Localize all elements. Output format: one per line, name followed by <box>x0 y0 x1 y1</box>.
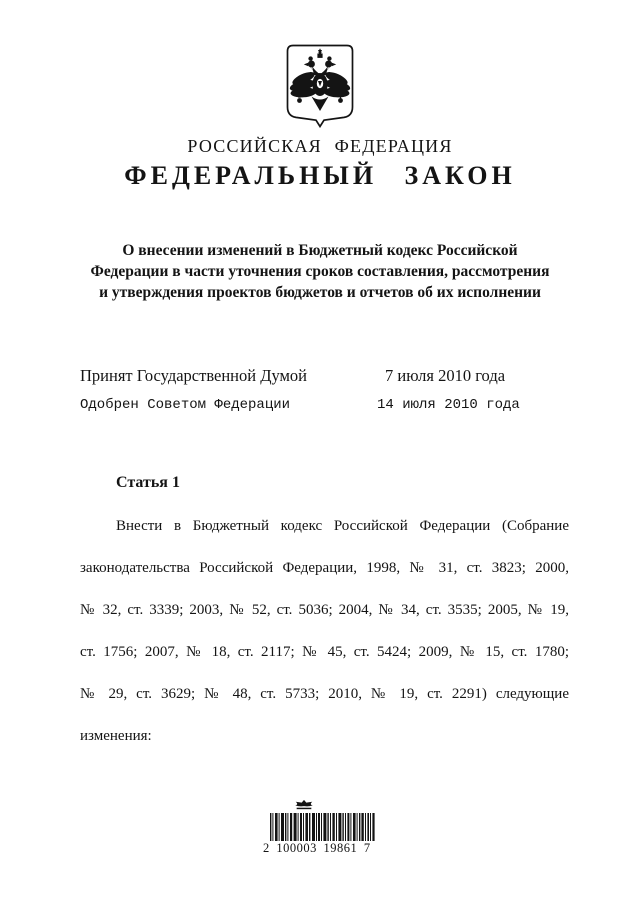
registration-barcode-block <box>263 798 383 860</box>
country-heading: РОССИЙСКАЯ ФЕДЕРАЦИЯ <box>187 136 453 156</box>
small-eagle-stamp-icon <box>293 798 315 811</box>
coat-of-arms-emblem <box>286 44 354 128</box>
law-title-line: Федерации в части уточнения сроков составления, рассмотрения <box>90 263 550 280</box>
barcode-icon <box>270 813 375 841</box>
approved-by-federation-council-date: 14 июля 2010 года <box>377 397 520 413</box>
article-1-heading: Статья 1 <box>116 474 180 491</box>
approved-by-federation-council-label: Одобрен Советом Федерации <box>80 397 291 413</box>
body-line: изменения: <box>80 728 152 744</box>
law-title-line: О внесении изменений в Бюджетный кодекс Российской <box>122 242 518 259</box>
body-line: законодательства Российской Федерации, 1998, № 31, ст. 3823; 2000, <box>80 560 569 576</box>
body-line: № 29, ст. 3629; № 48, ст. 5733; 2010, № 19, ст. 2291) следующие <box>80 686 569 702</box>
article-body-paragraph <box>80 505 569 757</box>
body-line: Внести в Бюджетный кодекс Российской Федерации (Собрание <box>116 518 569 534</box>
body-line: № 32, ст. 3339; 2003, № 52, ст. 5036; 2004, № 34, ст. 3535; 2005, № 19, <box>80 602 569 618</box>
document-type-heading: ФЕДЕРАЛЬНЫЙ ЗАКОН <box>124 161 516 190</box>
adopted-by-duma-date: 7 июля 2010 года <box>385 366 506 385</box>
barcode-digits: 2 100003 19861 7 <box>263 841 371 855</box>
law-title-line: и утверждения проектов бюджетов и отчетов об их исполнении <box>99 284 541 301</box>
double-headed-eagle-icon <box>286 44 354 128</box>
body-line: ст. 1756; 2007, № 18, ст. 2117; № 45, ст. 5424; 2009, № 15, ст. 1780; <box>80 644 569 660</box>
adopted-by-duma-label: Принят Государственной Думой <box>80 366 308 385</box>
law-title <box>60 240 580 303</box>
